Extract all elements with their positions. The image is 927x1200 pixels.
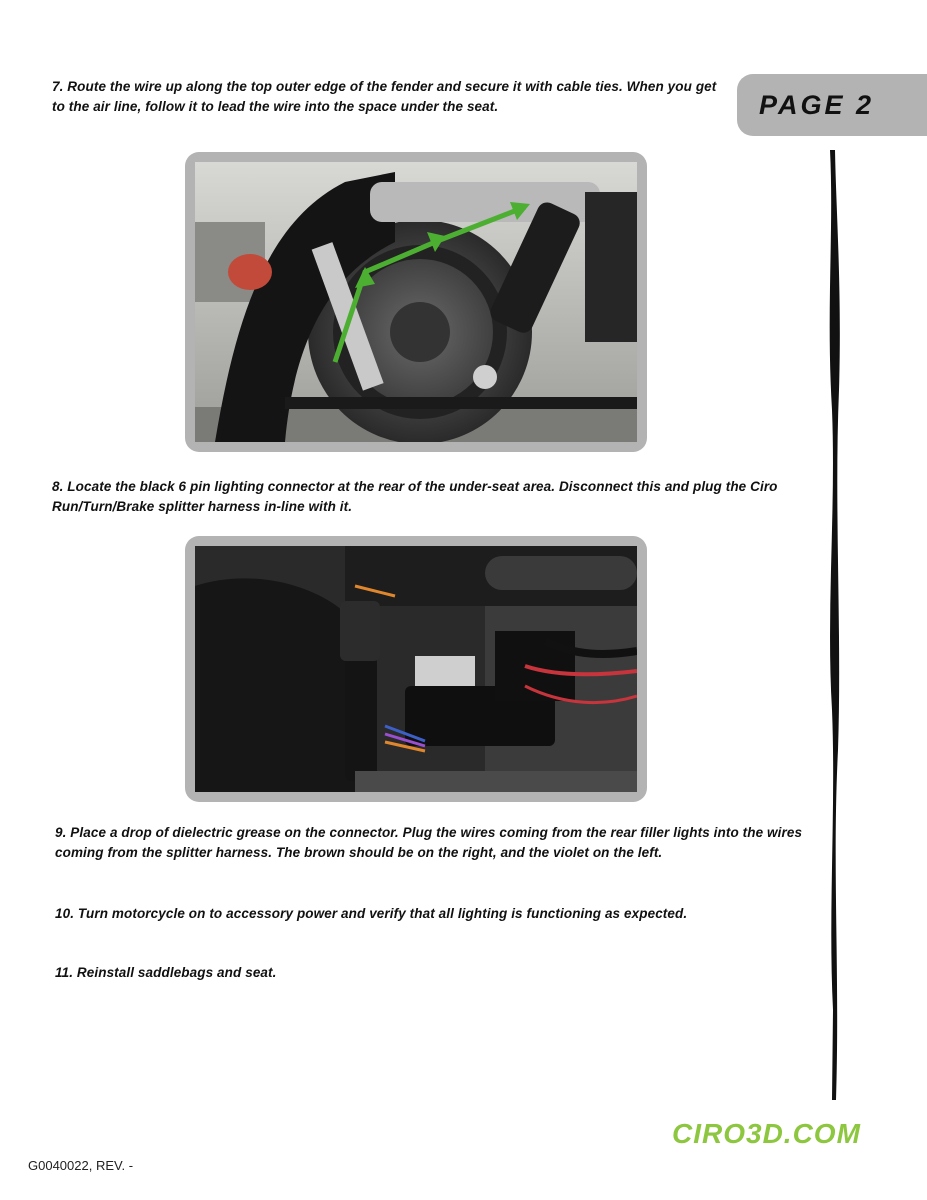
fender-photo-image xyxy=(195,162,637,442)
decorative-brush-stripe xyxy=(820,150,844,1100)
page-number-tab xyxy=(737,74,927,136)
photo-fender-wire-route xyxy=(185,152,647,452)
photo-lighting-connector xyxy=(185,536,647,802)
step-9-text: 9. Place a drop of dielectric grease on the connector. Plug the wires coming from the rear filler lights into the wires coming from the splitter harness. The brown should be on the right, and the violet on the left. xyxy=(55,825,803,860)
step-10-text: 10. Turn motorcycle on to accessory power and verify that all lighting is functioning as expected. xyxy=(55,906,688,921)
document-number: G0040022, REV. - xyxy=(28,1158,134,1173)
step-8-text: 8. Locate the black 6 pin lighting connector at the rear of the under-seat area. Disconnect this and plug the Ciro Run/Turn/Brake splitter harness in-line with it. xyxy=(52,479,778,514)
step-11-text: 11. Reinstall saddlebags and seat. xyxy=(55,965,277,980)
page-number-label: PAGE 2 xyxy=(759,90,875,120)
ciro3d-logo: CIRO3D.COM xyxy=(672,1118,861,1149)
connector-photo-image xyxy=(195,546,637,792)
step-7-text: 7. Route the wire up along the top outer edge of the fender and secure it with cable ties. When you get to the air line, follow it to lead the wire into the space under the seat. xyxy=(52,79,717,114)
